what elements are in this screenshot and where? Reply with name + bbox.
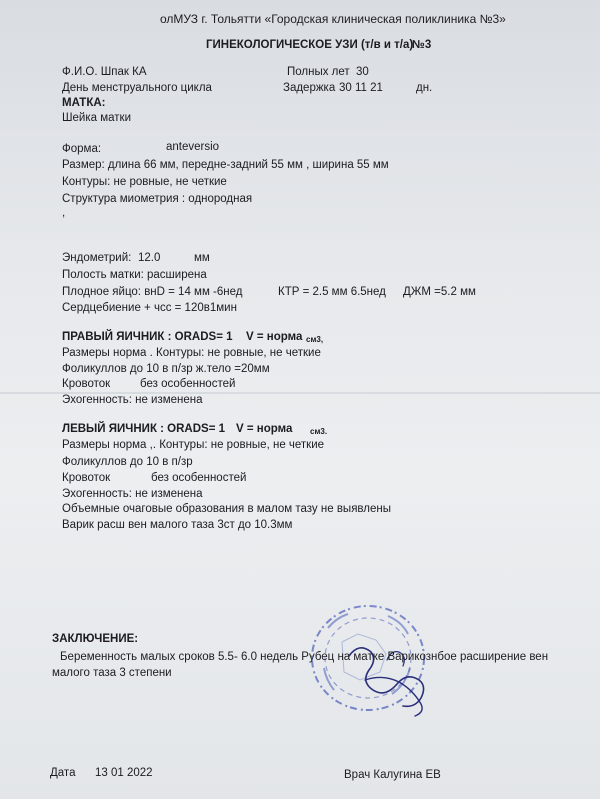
cervix-label: Шейка матки — [62, 112, 132, 124]
left-ovary-blood-label: Кровоток — [62, 472, 111, 484]
uterus-contours: Контуры: не ровные, не четкие — [62, 176, 227, 188]
delay-label: Задержка — [283, 82, 336, 94]
days-label: дн. — [416, 82, 433, 94]
conclusion-line-2: малого таза 3 степени — [52, 667, 172, 679]
stray-comma: , — [62, 207, 66, 219]
date-label: Дата — [50, 767, 76, 779]
age-value: 30 — [356, 66, 369, 78]
heartbeat: Сердцебиение + чсс = 120в1мин — [62, 302, 237, 314]
uterus-size: Размер: длина 66 мм, передне-задний 55 мм , ширина 55 мм — [62, 159, 389, 171]
endometrium-value: 12.0 — [138, 252, 161, 264]
pelvic-varicose: Варик расш вен малого таза 3ст до 10.3мм — [62, 519, 293, 531]
form-value: anteversio — [166, 141, 220, 153]
right-ovary-volume: V = норма — [246, 331, 303, 343]
pelvic-formations: Объемные очаговые образования в малом тазу не выявлены — [62, 503, 391, 515]
doctor-name: Врач Калугина ЕВ — [344, 769, 441, 781]
patient-name: Ф.И.О. Шпак КА — [62, 66, 147, 78]
yolk-sac-measure: ДЖМ =5.2 мм — [403, 286, 476, 298]
right-ovary-follicles: Фоликуллов до 10 в п/зр ж.тело =20мм — [62, 363, 270, 375]
delay-value: 30 11 21 — [339, 82, 383, 94]
document-title: ГИНЕКОЛОГИЧЕСКОЕ УЗИ (т/в и т/а) — [206, 39, 414, 51]
right-ovary-volume-unit: см3, — [306, 335, 324, 344]
age-label: Полных лет — [287, 66, 350, 78]
right-ovary-heading: ПРАВЫЙ ЯИЧНИК : ORADS= 1 — [62, 331, 233, 343]
left-ovary-heading: ЛЕВЫЙ ЯИЧНИК : ORADS= 1 — [62, 423, 226, 435]
left-ovary-echo: Эхогенность: не изменена — [62, 488, 203, 500]
conclusion-heading: ЗАКЛЮЧЕНИЕ: — [52, 633, 139, 645]
right-ovary-blood-value: без особенностей — [140, 378, 236, 390]
myometrium-structure: Структура миометрия : однородная — [62, 193, 253, 205]
form-label: Форма: — [62, 143, 102, 155]
document-number: №3 — [412, 39, 432, 51]
right-ovary-echo: Эхогенность: не изменена — [62, 394, 203, 406]
gestational-sac: Плодное яйцо: внD = 14 мм -6нед — [62, 286, 243, 298]
uterus-heading: МАТКА: — [62, 97, 106, 109]
left-ovary-volume: V = норма — [236, 423, 293, 435]
crl-measure: КТР = 2.5 мм 6.5нед — [278, 286, 386, 298]
left-ovary-blood-value: без особенностей — [151, 472, 247, 484]
left-ovary-follicles: Фоликуллов до 10 в п/зр — [62, 456, 193, 468]
left-ovary-size: Размеры норма ,. Контуры: не ровные, не четкие — [62, 439, 325, 451]
doctor-signature — [335, 630, 445, 720]
endometrium-unit: мм — [194, 252, 210, 264]
cycle-day-label: День менструального цикла — [62, 82, 212, 94]
endometrium-label: Эндометрий: — [62, 252, 132, 264]
institution-name: олМУЗ г. Тольятти «Городская клиническая поликлиника №3» — [160, 12, 506, 26]
conclusion-line-1: Беременность малых сроков 5.5- 6.0 недель Рубец на матке Варикознбое расширение вен — [60, 651, 549, 663]
date-value: 13 01 2022 — [95, 767, 153, 779]
right-ovary-size: Размеры норма . Контуры: не ровные, не четкие — [62, 347, 321, 359]
right-ovary-blood-label: Кровоток — [62, 378, 111, 390]
left-ovary-volume-unit: см3. — [310, 427, 328, 436]
uterine-cavity: Полость матки: расширена — [62, 269, 207, 281]
